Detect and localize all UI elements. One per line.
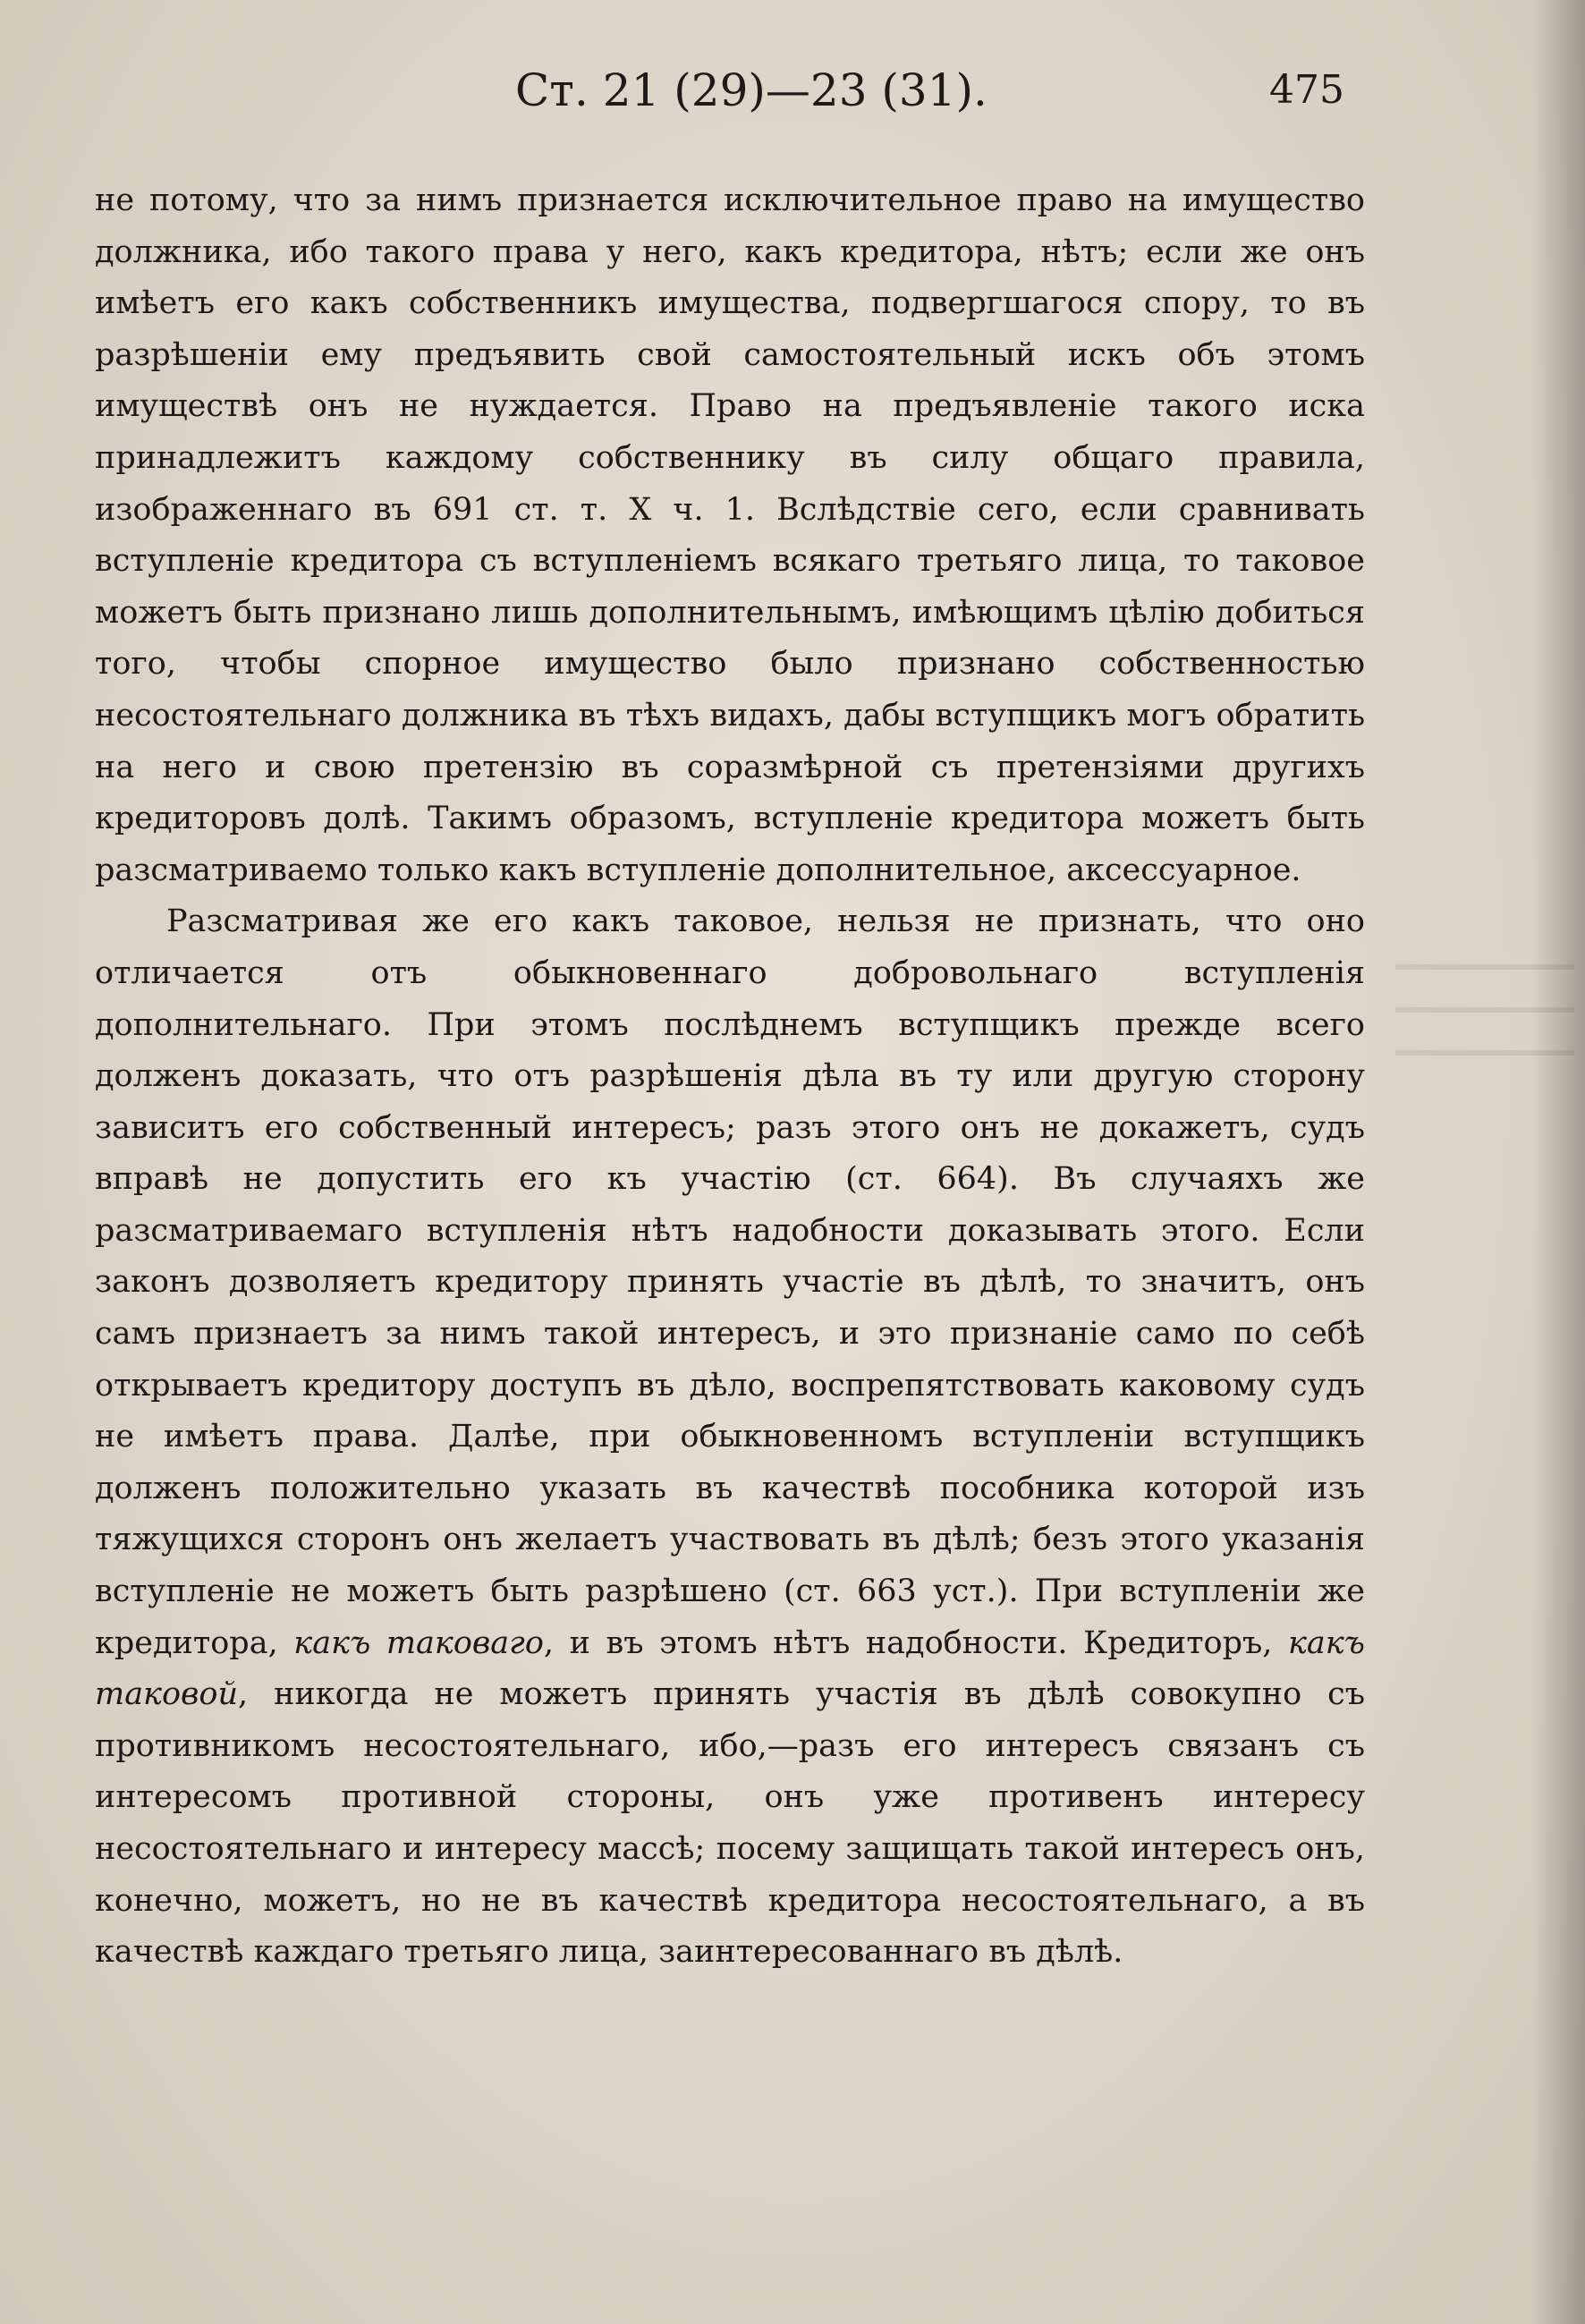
italic-phrase: какъ таковой — [95, 1624, 1366, 1713]
page-number: 475 — [1269, 67, 1344, 113]
paragraph-text: , никогда не можетъ принять участія въ дѣлѣ совокупно съ противникомъ несостоятельнаго, ибо,—разъ его интересъ связанъ съ интересомъ противной стороны, онъ уже противенъ интересу несостоятельнаго и интересу массѣ; посему защищать такой интересъ онъ, конечно, можетъ, но не въ качествѣ кредитора несостоятельнаго, а въ качествѣ каждаго третьяго лица, заинтересованнаго въ дѣлѣ. — [95, 1676, 1365, 1971]
bleed-through-shadow — [1395, 948, 1574, 1056]
running-header — [0, 59, 1585, 122]
header-title: Ст. 21 (29)—23 (31). — [515, 64, 987, 116]
paragraph-text: , и въ этомъ нѣтъ надобности. Кредиторъ, — [543, 1624, 1289, 1661]
body-text — [95, 175, 1365, 1979]
paragraph-1 — [95, 175, 1365, 896]
paragraph-2 — [95, 896, 1365, 1978]
paragraph-text: Разсматривая же его какъ таковое, нельзя не признать, что оно отличается отъ обыкновеннаго добровольнаго вступленія дополнительнаго. При этомъ послѣднемъ вступщикъ прежде всего долженъ доказать, что отъ разрѣшенія дѣла въ ту или другую сторону зависитъ его собственный интересъ; разъ этого онъ не докажетъ, судъ вправѣ не допустить его къ участію (ст. 664). Въ случаяхъ же разсматриваемаго вступленія нѣтъ надобности доказывать этого. Если законъ дозволяетъ кредитору принять участіе въ дѣлѣ, то значитъ, онъ самъ признаетъ за нимъ такой интересъ, и это признаніе само по себѣ открываетъ кредитору доступъ въ дѣло, воспрепятствовать каковому судъ не имѣетъ права. Далѣе, при обыкновенномъ вступленіи вступщикъ долженъ положительно указать въ качествѣ пособника которой изъ тяжущихся сторонъ онъ желаетъ участвовать въ дѣлѣ; безъ этого указанія вступленіе не можетъ быть разрѣшено (ст. 663 уст.). При вступленіи же кредитора, — [95, 903, 1365, 1661]
paragraph-text: не потому, что за нимъ признается исключительное право на имущество должника, ибо такого права у него, какъ кредитора, нѣтъ; если же онъ имѣетъ его какъ собственникъ имущества, подвергшагося спору, то въ разрѣшеніи ему предъявить свой самостоятельный искъ объ этомъ имуществѣ онъ не нуждается. Право на предъявленіе такого иска принадлежитъ каждому собственнику въ силу общаго правила, изображеннаго въ 691 ст. т. X ч. 1. Вслѣдствіе сего, если сравнивать вступленіе кредитора съ вступленіемъ всякаго третьяго лица, то таковое можетъ быть признано лишь дополнительнымъ, имѣющимъ цѣлію добиться того, чтобы спорное имущество было признано собственностью несостоятельнаго должника въ тѣхъ видахъ, дабы вступщикъ могъ обратить на него и свою претензію въ соразмѣрной съ претензіями другихъ кредиторовъ долѣ. Такимъ образомъ, вступленіе кредитора можетъ быть разсматриваемо только какъ вступленіе дополнительное, аксессуарное. — [95, 182, 1365, 888]
italic-phrase: какъ таковаго — [293, 1624, 544, 1661]
